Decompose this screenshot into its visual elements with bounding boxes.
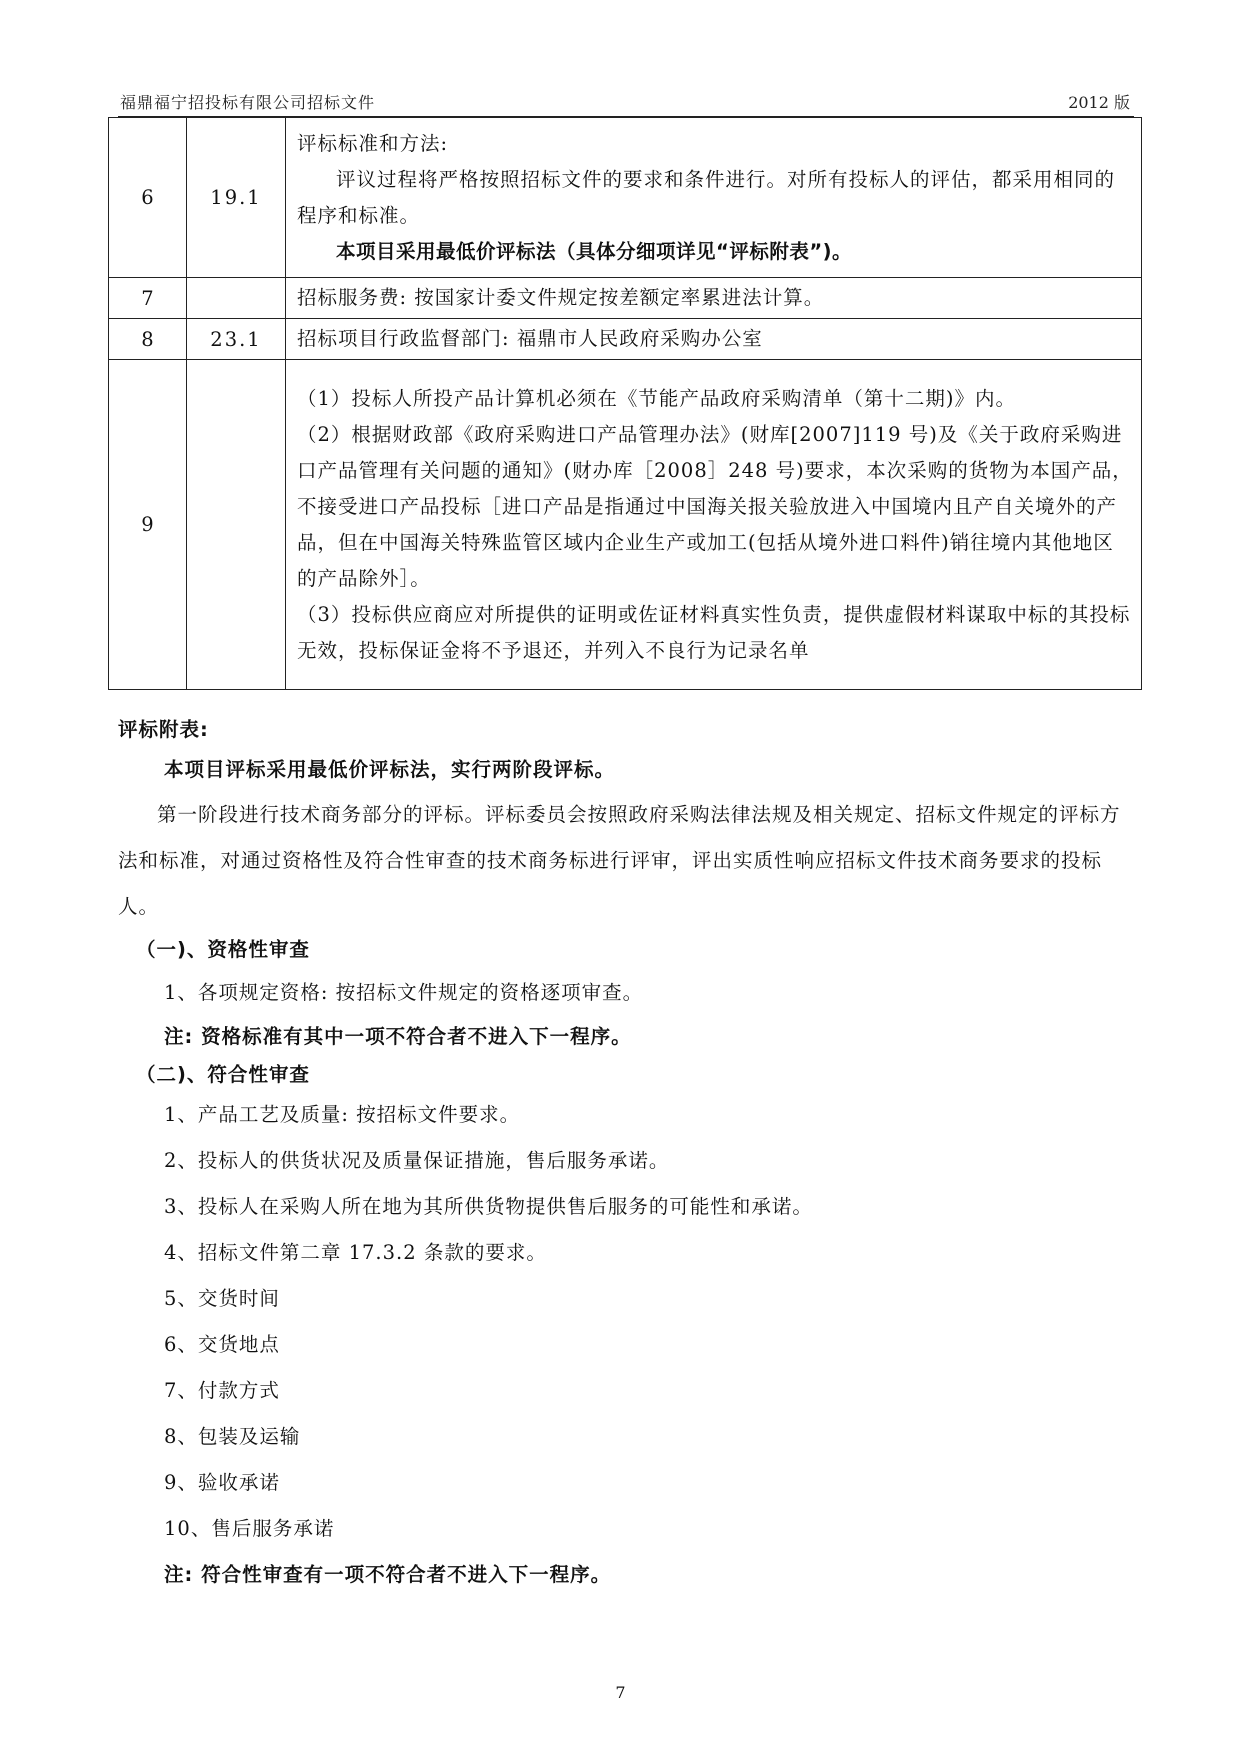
header-version: 2012 版 [1068,93,1130,112]
table-row [109,118,1142,278]
list-item: 5、交货时间 [164,1287,280,1310]
content-line: 评标标准和方法: [297,131,449,155]
content-line: 评议过程将严格按照招标文件的要求和条件进行。对所有投标人的评估，都采用相同的程序和标准。 [297,167,1116,227]
content-line: 招标项目行政监督部门: 福鼎市人民政府采购办公室 [297,327,763,350]
appendix-section [118,712,1134,1598]
table-row [109,319,1142,360]
list-item: 8、包装及运输 [164,1425,301,1448]
list-item: 6、交货地点 [164,1333,280,1356]
row-number: 7 [109,278,187,319]
section-title: （二)、符合性审查 [136,1063,310,1086]
table-row [109,360,1142,690]
list-item: 1、产品工艺及质量: 按招标文件要求。 [164,1103,521,1126]
content-line: （3）投标供应商应对所提供的证明或佐证材料真实性负责，提供虚假材料谋取中标的其投标无效，投标保证金将不予退还，并列入不良行为记录名单 [297,602,1131,662]
row-number: 8 [109,319,187,360]
list-item: 7、付款方式 [164,1379,280,1402]
table-row [109,278,1142,319]
row-content [286,278,1142,319]
clause-number: 23.1 [187,319,286,360]
section-note: 注: 符合性审查有一项不符合者不进入下一程序。 [164,1563,612,1586]
row-number: 6 [109,118,187,278]
clause-number [187,278,286,319]
clause-table [108,117,1142,690]
row-number: 9 [109,360,187,690]
list-item: 4、招标文件第二章 17.3.2 条款的要求。 [164,1241,547,1264]
row-content [286,360,1142,690]
section-note: 注: 资格标准有其中一项不符合者不进入下一程序。 [164,1025,632,1048]
page-header [118,88,1134,117]
list-item: 10、售后服务承诺 [164,1517,335,1540]
content-line: （2）根据财政部《政府采购进口产品管理办法》(财库[2007]119 号)及《关于政府采购进口产品管理有关问题的通知》(财办库［2008］248 号)要求，本次采购的货物为本国产品，不接受进口产品投标［进口产品是指通过中国海关报关验放进入中国境内且产自关境外的产品，但在中国海关特殊监管区域内企业生产或加工(包括从境外进口料件)销往境内其他地区的产品除外］。 [297,422,1133,590]
row-content [286,118,1142,278]
appendix-method: 本项目评标采用最低价评标法，实行两阶段评标。 [164,758,616,781]
content-line: 招标服务费: 按国家计委文件规定按差额定率累进法计算。 [297,286,825,309]
section-title: （一)、资格性审查 [136,938,310,961]
list-item: 3、投标人在采购人所在地为其所供货物提供售后服务的可能性和承诺。 [164,1195,813,1218]
list-item: 1、各项规定资格: 按招标文件规定的资格逐项审查。 [164,981,644,1004]
list-item: 2、投标人的供货状况及质量保证措施，售后服务承诺。 [164,1149,670,1172]
content-line-bold: 本项目采用最低价评标法（具体分细项详见“评标附表”)。 [336,239,853,263]
appendix-title: 评标附表: [118,718,209,741]
clause-number [187,360,286,690]
header-title: 福鼎福宁招投标有限公司招标文件 [120,93,376,112]
list-item: 9、验收承诺 [164,1471,280,1494]
page-number: 7 [615,1683,626,1702]
appendix-intro: 第一阶段进行技术商务部分的评标。评标委员会按照政府采购法律法规及相关规定、招标文件规定的评标方法和标准，对通过资格性及符合性审查的技术商务标进行评审，评出实质性响应招标文件技术商务要求的投标人。 [118,803,1121,918]
clause-number: 19.1 [187,118,286,278]
content-line: （1）投标人所投产品计算机必须在《节能产品政府采购清单（第十二期)》内。 [297,386,1017,410]
row-content [286,319,1142,360]
